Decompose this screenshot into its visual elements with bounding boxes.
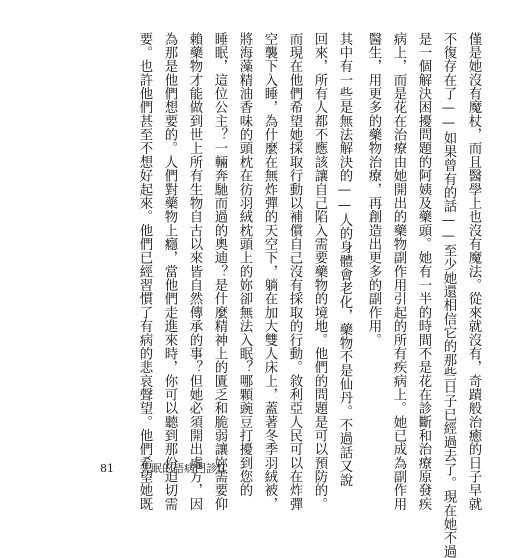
text-column: 僅是她沒有魔杖，而且醫學上也沒有魔法。從來就沒有，奇蹟般治癒的日子早就 — [466, 32, 481, 511]
text-column: 其中有一些是無法解決的——人的身體會老化，藥物不是仙丹。不過話又說 — [337, 32, 352, 487]
text-column: 賴藥物才能做到世上所有生物自古以來皆自然傳承的事？但她必須開出處方，因 — [187, 32, 202, 511]
text-column: 醫生，用更多的藥物治療，再創造出更多的副作用。 — [366, 32, 381, 347]
text-column: 為那是他們想要的。人們對藥物上癮，當他們走進來時，你可以聽到那份迫切需 — [162, 32, 177, 511]
text-column: 而現在他們希望她採取行動以補償自己沒有採取的行動。敘利亞人民可以在炸彈 — [287, 32, 302, 511]
page-number: 81 — [100, 462, 114, 475]
text-column: 要。也許他們甚至不想好起來。他們已經習慣了有病的悲哀聲望。他們希望她既 — [137, 32, 152, 511]
text-column: 回來，所有人都不應該讓自己陷入需要藥物的境地。他們的問題是可以預防的。 — [312, 32, 327, 511]
text-column: 病上，而是花在治療由她開出的藥物副作用引起的所有疾病上。她已成為副作用 — [391, 32, 406, 511]
text-column: 空襲下入睡，為什麼在無炸彈的天空下，躺在加大雙人床上，蓋著冬季羽絨被， — [262, 32, 277, 511]
text-column: 睡眠，這位公主？一輛奔馳而過的奧迪？是什麼精神上的匱乏和脆弱讓妳需要仰 — [212, 32, 227, 511]
page-footer — [100, 460, 226, 476]
text-column: 不復存在了——如果曾有的話——至少她還相信它的那些日子已經過去了。現在她不過 — [441, 32, 456, 558]
text-column: 將海藻精油香味的頭枕在彷羽絨枕頭上的妳卻無法入眠？哪顆豌豆打擾到您的 — [237, 32, 252, 498]
running-title: 失眠的語病門診II — [140, 462, 226, 475]
text-column: 是一個解決困擾問題的阿姨及藥頭。她有一半的時間不是花在診斷和治療原發疾 — [416, 32, 431, 511]
